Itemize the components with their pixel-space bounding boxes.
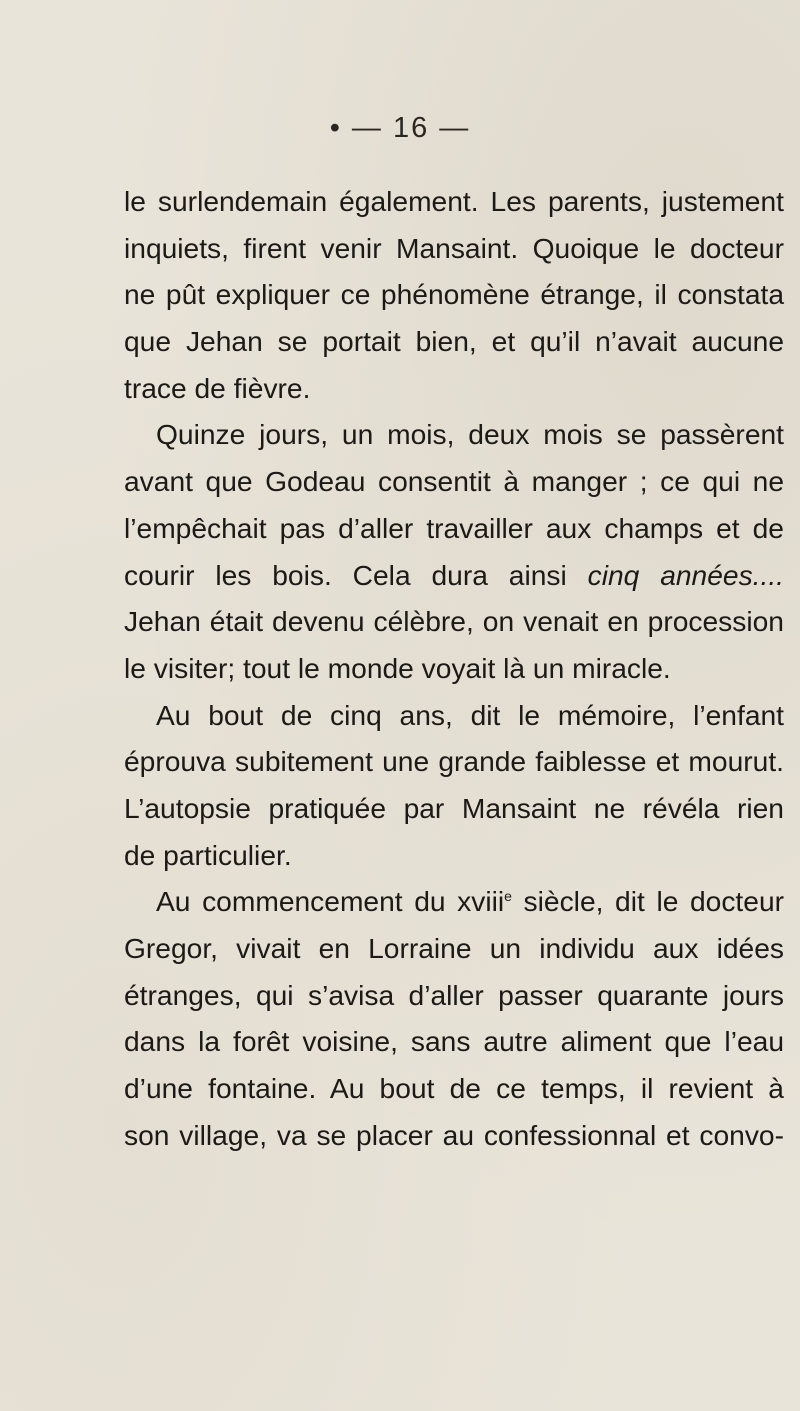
text-line: éprouva subitement une grande faiblesse et mourut. — [124, 745, 784, 778]
text-line — [124, 878, 784, 925]
text-line: avant que Godeau consentit à manger ; ce qui ne — [124, 465, 784, 498]
body-text — [124, 178, 784, 1158]
text-line: le visiter; tout le monde voyait là un miracle. — [124, 651, 671, 684]
text-line: d’une fontaine. Au bout de ce temps, il revient à — [124, 1072, 784, 1105]
text-line: ne pût expliquer ce phénomène étrange, il constata — [124, 278, 784, 311]
text-line: l’empêchait pas d’aller travailler aux champs et de — [124, 511, 784, 544]
text-line: Quinze jours, un mois, deux mois se passèrent — [156, 418, 784, 451]
text-line: Au bout de cinq ans, dit le mémoire, l’enfant — [156, 698, 784, 731]
text-line: Gregor, vivait en Lorraine un individu aux idées — [124, 932, 784, 964]
page-number: • — 16 — — [329, 112, 471, 144]
text-line: L’autopsie pratiquée par Mansaint ne révéla rien — [124, 791, 784, 824]
text-line: son village, va se placer au confessionnal et convo- — [124, 1118, 784, 1151]
italic-text: cinq années.... — [587, 558, 785, 591]
text-line: Jehan était devenu célèbre, on venait en procession — [124, 605, 784, 638]
text-line: dans la forêt voisine, sans autre aliment que l’eau — [124, 1025, 784, 1058]
text-line: trace de fièvre. — [124, 371, 311, 404]
text-line: étranges, qui s’avisa d’aller passer quarante jours — [124, 978, 784, 1011]
text-fragment: courir les bois. Cela dura ainsi — [124, 558, 567, 591]
text-line: le surlendemain également. Les parents, justement — [124, 185, 784, 217]
text-fragment: Au commencement du xviii — [156, 885, 505, 918]
superscript: e — [504, 888, 512, 905]
text-line: de particulier. — [124, 838, 292, 871]
text-line — [124, 552, 784, 599]
text-line: que Jehan se portait bien, et qu’il n’avait aucune — [124, 325, 784, 358]
text-fragment: siècle, dit le docteur — [511, 885, 785, 918]
text-line: inquiets, firent venir Mansaint. Quoique le docteur — [124, 231, 784, 264]
